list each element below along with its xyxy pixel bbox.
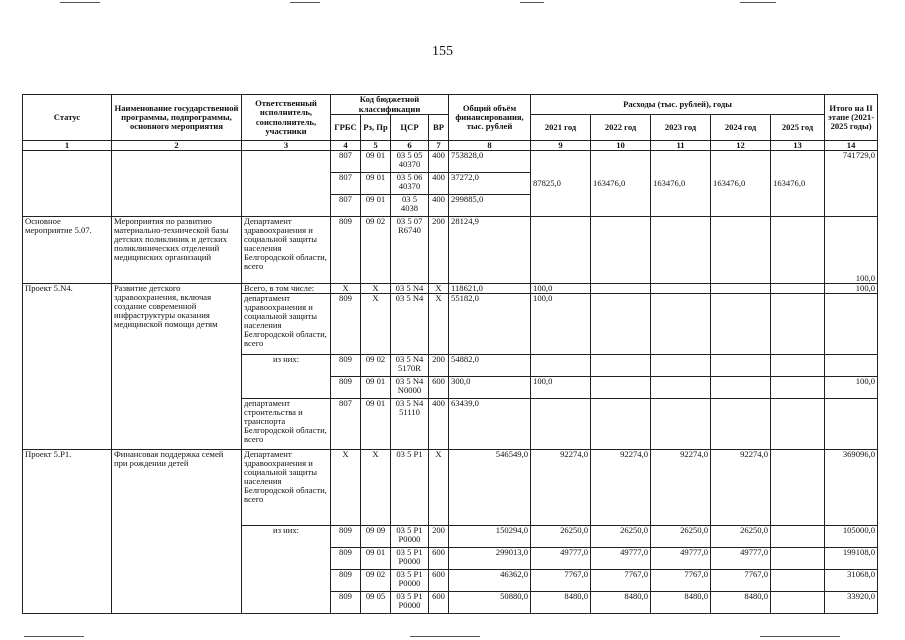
total-cell: 55182,0 (449, 294, 531, 355)
name-cell: Финансовая поддержка семей при рождении детей (112, 450, 242, 614)
grbs-cell: 809 (331, 570, 361, 592)
rz-cell: 09 05 (361, 592, 391, 614)
y2022-cell (591, 294, 651, 355)
y2023-cell: 7767,0 (651, 570, 711, 592)
csr-cell: 03 5 N4 5170R (391, 355, 429, 377)
responsible-cell: Департамент здравоохранения и социальной защиты населения Белгородской области, всего (242, 450, 331, 526)
rz-cell: 09 01 (361, 548, 391, 570)
column-numbers-row (23, 141, 878, 151)
y2024-cell: 8480,0 (711, 592, 771, 614)
status-cell: Проект 5.N4. (23, 284, 112, 450)
total-cell: 63439,0 (449, 399, 531, 450)
y2024-cell (711, 284, 771, 294)
rz-cell: 09 01 (361, 151, 391, 173)
csr-cell: 03 5 P1 (391, 450, 429, 526)
column-number: 12 (711, 141, 771, 151)
grbs-cell: 807 (331, 195, 361, 217)
y2021-cell: 7767,0 (531, 570, 591, 592)
y2021-cell: 100,0 (531, 284, 591, 294)
vr-cell: 400 (429, 195, 449, 217)
header-2021: 2021 год (531, 115, 591, 141)
rz-cell: 09 02 (361, 570, 391, 592)
y2023-cell: 8480,0 (651, 592, 711, 614)
y2022-cell (591, 284, 651, 294)
vr-cell: 400 (429, 151, 449, 173)
grbs-cell: X (331, 450, 361, 526)
y2024-cell (711, 399, 771, 450)
grbs-cell: 809 (331, 217, 361, 284)
csr-cell: 03 5 P1 P0000 (391, 548, 429, 570)
header-total: Общий объём финансирования, тыс. рублей (449, 95, 531, 141)
vr-cell: X (429, 284, 449, 294)
grbs-cell: 809 (331, 377, 361, 399)
y2021-cell: 92274,0 (531, 450, 591, 526)
page-number: 155 (432, 44, 453, 59)
scan-artifact (760, 636, 840, 637)
table-row (23, 284, 878, 294)
y2025-cell (771, 526, 825, 548)
y2023-cell: 163476,0 (651, 151, 711, 217)
responsible-cell: департамент строительства и транспорта Белгородской области, всего (242, 399, 331, 450)
y2022-cell (591, 355, 651, 377)
csr-cell: 03 5 07 R6740 (391, 217, 429, 284)
column-number: 6 (391, 141, 429, 151)
total-cell: 50880,0 (449, 592, 531, 614)
y2025-cell (771, 592, 825, 614)
y2025-cell (771, 284, 825, 294)
y2021-cell: 87825,0 (531, 151, 591, 217)
responsible-cell: Департамент здравоохранения и социальной защиты населения Белгородской области, всего (242, 217, 331, 284)
y2022-cell (591, 399, 651, 450)
column-number: 7 (429, 141, 449, 151)
y2024-cell (711, 377, 771, 399)
header-responsible: Ответственный исполнитель, соисполнитель, участники (242, 95, 331, 141)
responsible-cell: из них: (242, 526, 331, 614)
rz-cell: 09 02 (361, 217, 391, 284)
budget-table (22, 94, 878, 614)
column-number: 8 (449, 141, 531, 151)
header-2023: 2023 год (651, 115, 711, 141)
column-number: 11 (651, 141, 711, 151)
csr-cell: 03 5 N4 51110 (391, 399, 429, 450)
header-grbs: ГРБС (331, 115, 361, 141)
rz-cell: 09 02 (361, 355, 391, 377)
stage-cell: 741729,0 (825, 151, 878, 217)
total-cell: 118621,0 (449, 284, 531, 294)
rz-cell: 09 01 (361, 377, 391, 399)
y2023-cell (651, 217, 711, 284)
y2021-cell: 8480,0 (531, 592, 591, 614)
table-row (23, 450, 878, 526)
y2025-cell (771, 217, 825, 284)
grbs-cell: 809 (331, 592, 361, 614)
grbs-cell: 809 (331, 526, 361, 548)
total-cell: 37272,0 (449, 173, 531, 195)
grbs-cell: X (331, 284, 361, 294)
total-cell: 46362,0 (449, 570, 531, 592)
y2025-cell (771, 450, 825, 526)
y2025-cell (771, 294, 825, 355)
stage-cell (825, 399, 878, 450)
stage-cell: 33920,0 (825, 592, 878, 614)
y2022-cell: 26250,0 (591, 526, 651, 548)
header-2024: 2024 год (711, 115, 771, 141)
name-cell (112, 151, 242, 217)
y2023-cell (651, 399, 711, 450)
y2025-cell (771, 355, 825, 377)
y2021-cell (531, 399, 591, 450)
column-number: 2 (112, 141, 242, 151)
column-number: 4 (331, 141, 361, 151)
column-number: 1 (23, 141, 112, 151)
vr-cell: X (429, 450, 449, 526)
rz-cell: 09 01 (361, 173, 391, 195)
y2021-cell: 100,0 (531, 377, 591, 399)
vr-cell: 600 (429, 377, 449, 399)
vr-cell: X (429, 294, 449, 355)
rz-cell: X (361, 450, 391, 526)
stage-cell: 369096,0 (825, 450, 878, 526)
rz-cell: 09 01 (361, 399, 391, 450)
stage-cell: 100,0 (825, 377, 878, 399)
responsible-cell: департамент здравоохранения и социальной защиты населения Белгородской области, всего (242, 294, 331, 355)
y2023-cell (651, 294, 711, 355)
header-budget-code: Код бюджетной классификации (331, 95, 449, 115)
vr-cell: 200 (429, 355, 449, 377)
y2022-cell: 163476,0 (591, 151, 651, 217)
csr-cell: 03 5 P1 P0000 (391, 526, 429, 548)
y2025-cell (771, 399, 825, 450)
total-cell: 54882,0 (449, 355, 531, 377)
vr-cell: 600 (429, 570, 449, 592)
grbs-cell: 807 (331, 399, 361, 450)
table-row (23, 151, 878, 173)
y2023-cell (651, 284, 711, 294)
column-number: 9 (531, 141, 591, 151)
y2021-cell: 100,0 (531, 294, 591, 355)
vr-cell: 400 (429, 399, 449, 450)
y2025-cell (771, 548, 825, 570)
y2024-cell: 92274,0 (711, 450, 771, 526)
y2023-cell (651, 377, 711, 399)
y2022-cell: 8480,0 (591, 592, 651, 614)
y2021-cell (531, 355, 591, 377)
y2025-cell (771, 570, 825, 592)
y2021-cell: 49777,0 (531, 548, 591, 570)
status-cell: Основное мероприятие 5.07. (23, 217, 112, 284)
y2024-cell: 26250,0 (711, 526, 771, 548)
header-2022: 2022 год (591, 115, 651, 141)
csr-cell: 03 5 P1 P0000 (391, 570, 429, 592)
grbs-cell: 809 (331, 548, 361, 570)
vr-cell: 200 (429, 526, 449, 548)
scan-artifact (520, 2, 544, 3)
csr-cell: 03 5 N4 (391, 284, 429, 294)
csr-cell: 03 5 05 40370 (391, 151, 429, 173)
y2023-cell: 49777,0 (651, 548, 711, 570)
y2024-cell: 49777,0 (711, 548, 771, 570)
scan-artifact (410, 636, 480, 637)
y2022-cell: 7767,0 (591, 570, 651, 592)
csr-cell: 03 5 P1 P0000 (391, 592, 429, 614)
y2024-cell: 7767,0 (711, 570, 771, 592)
csr-cell: 03 5 4038 (391, 195, 429, 217)
stage-cell: 31068,0 (825, 570, 878, 592)
vr-cell: 400 (429, 173, 449, 195)
rz-cell: 09 01 (361, 195, 391, 217)
status-cell (23, 151, 112, 217)
name-cell: Мероприятия по развитию материально-технической базы детских поликлиник и детских поликлинических отделений медицинских организаций (112, 217, 242, 284)
total-cell: 28124,9 (449, 217, 531, 284)
total-cell: 150294,0 (449, 526, 531, 548)
table-row (23, 217, 878, 284)
y2022-cell: 49777,0 (591, 548, 651, 570)
y2022-cell (591, 217, 651, 284)
y2022-cell (591, 377, 651, 399)
grbs-cell: 809 (331, 355, 361, 377)
y2023-cell: 26250,0 (651, 526, 711, 548)
y2023-cell (651, 355, 711, 377)
total-cell: 299885,0 (449, 195, 531, 217)
scan-artifact (740, 2, 776, 3)
scan-artifact (24, 636, 84, 637)
grbs-cell: 807 (331, 173, 361, 195)
vr-cell: 600 (429, 592, 449, 614)
y2024-cell (711, 355, 771, 377)
csr-cell: 03 5 N4 N0000 (391, 377, 429, 399)
header-vr: ВР (429, 115, 449, 141)
stage-cell (825, 294, 878, 355)
stage-cell: 100,0 (825, 217, 878, 284)
column-number: 13 (771, 141, 825, 151)
name-cell: Развитие детского здравоохранения, включая создание современной инфраструктуры оказания медицинской помощи детям (112, 284, 242, 450)
responsible-cell (242, 151, 331, 217)
rz-cell: X (361, 294, 391, 355)
y2025-cell (771, 377, 825, 399)
y2025-cell: 163476,0 (771, 151, 825, 217)
stage-cell: 105000,0 (825, 526, 878, 548)
total-cell: 546549,0 (449, 450, 531, 526)
csr-cell: 03 5 N4 (391, 294, 429, 355)
grbs-cell: 809 (331, 294, 361, 355)
grbs-cell: 807 (331, 151, 361, 173)
total-cell: 300,0 (449, 377, 531, 399)
header-rz: Рз, Пр (361, 115, 391, 141)
total-cell: 753828,0 (449, 151, 531, 173)
header-stage-total: Итого на II этапе (2021-2025 годы) (825, 95, 878, 141)
total-cell: 299013,0 (449, 548, 531, 570)
y2024-cell (711, 217, 771, 284)
y2024-cell: 163476,0 (711, 151, 771, 217)
status-cell: Проект 5.P1. (23, 450, 112, 614)
column-number: 3 (242, 141, 331, 151)
column-number: 10 (591, 141, 651, 151)
responsible-cell: из них: (242, 355, 331, 399)
header-csr: ЦСР (391, 115, 429, 141)
y2024-cell (711, 294, 771, 355)
header-2025: 2025 год (771, 115, 825, 141)
y2021-cell: 26250,0 (531, 526, 591, 548)
header-status: Статус (23, 95, 112, 141)
stage-cell (825, 355, 878, 377)
rz-cell: 09 09 (361, 526, 391, 548)
y2023-cell: 92274,0 (651, 450, 711, 526)
stage-cell: 199108,0 (825, 548, 878, 570)
scan-artifact (290, 2, 320, 3)
y2022-cell: 92274,0 (591, 450, 651, 526)
header-name: Наименование государственной программы, подпрограммы, основного мероприятия (112, 95, 242, 141)
csr-cell: 03 5 06 40370 (391, 173, 429, 195)
y2021-cell (531, 217, 591, 284)
vr-cell: 600 (429, 548, 449, 570)
header-expenses: Расходы (тыс. рублей), годы (531, 95, 825, 115)
rz-cell: X (361, 284, 391, 294)
column-number: 5 (361, 141, 391, 151)
responsible-cell: Всего, в том числе: (242, 284, 331, 294)
scan-artifact (60, 2, 100, 3)
stage-cell: 100,0 (825, 284, 878, 294)
vr-cell: 200 (429, 217, 449, 284)
column-number: 14 (825, 141, 878, 151)
